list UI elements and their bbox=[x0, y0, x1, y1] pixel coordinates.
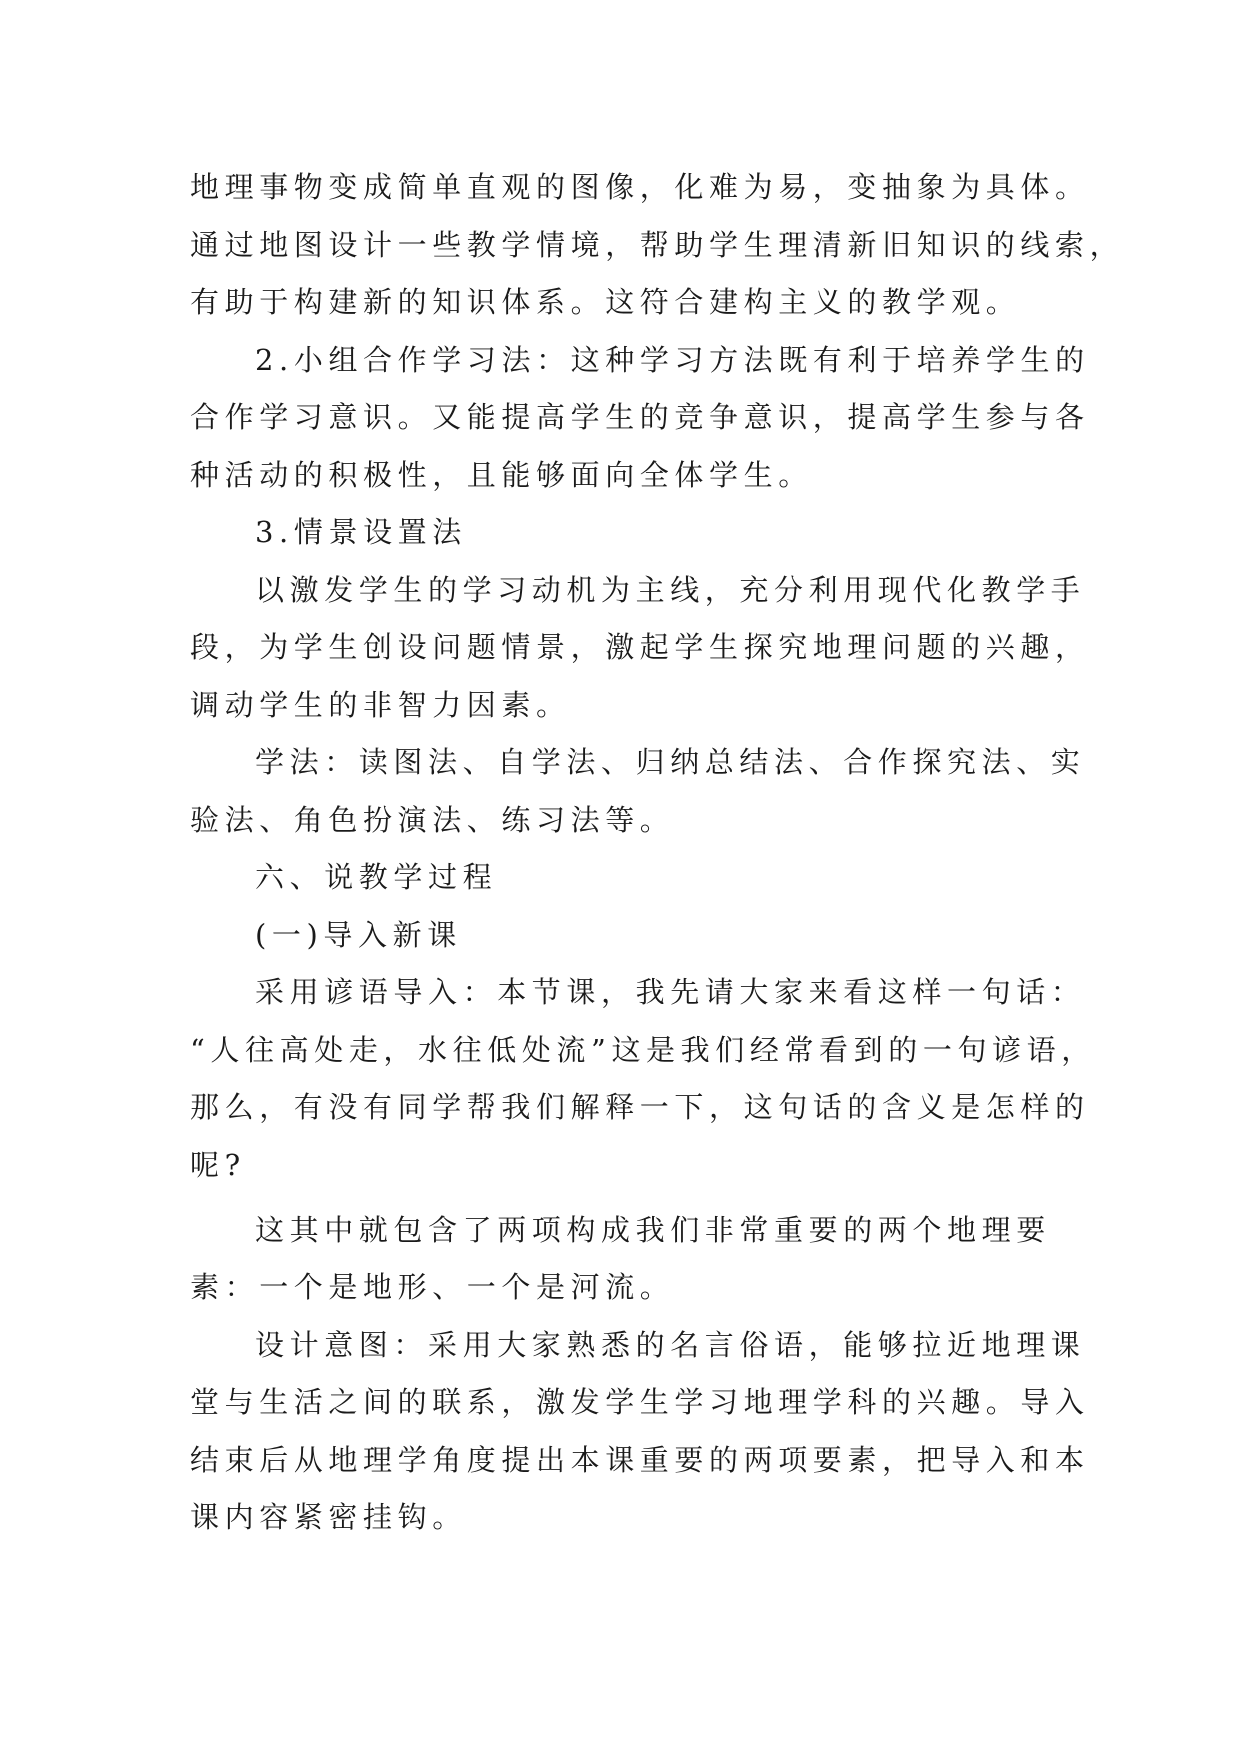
section-heading: 六、说教学过程 bbox=[255, 860, 498, 894]
text-line: 调动学生的非智力因素。 bbox=[190, 688, 571, 722]
text-line: “人往高处走，水往低处流”这是我们经常看到的一句谚语， bbox=[190, 1033, 1096, 1067]
text-line: 种活动的积极性，且能够面向全体学生。 bbox=[190, 458, 813, 492]
text-line: 以激发学生的学习动机为主线，充分利用现代化教学手 bbox=[255, 573, 1086, 607]
text-line: 设计意图：采用大家熟悉的名言俗语，能够拉近地理课 bbox=[255, 1328, 1086, 1362]
text-line: 采用谚语导入：本节课，我先请大家来看这样一句话： bbox=[255, 975, 1086, 1009]
text-line: 课内容紧密挂钩。 bbox=[190, 1500, 467, 1534]
text-line: 合作学习意识。又能提高学生的竞争意识，提高学生参与各 bbox=[190, 400, 1090, 434]
text-line: 呢? bbox=[190, 1148, 246, 1182]
section-heading: 3.情景设置法 bbox=[255, 515, 467, 549]
text-line: 2.小组合作学习法：这种学习方法既有利于培养学生的 bbox=[255, 343, 1090, 377]
text-line: 验法、角色扮演法、练习法等。 bbox=[190, 803, 675, 837]
text-line: 学法：读图法、自学法、归纳总结法、合作探究法、实 bbox=[255, 745, 1086, 779]
text-line: 结束后从地理学角度提出本课重要的两项要素，把导入和本 bbox=[190, 1443, 1090, 1477]
text-line: 地理事物变成简单直观的图像，化难为易，变抽象为具体。 bbox=[190, 170, 1090, 204]
section-heading: (一)导入新课 bbox=[255, 918, 462, 952]
text-line: 通过地图设计一些教学情境，帮助学生理清新旧知识的线索， bbox=[190, 228, 1125, 262]
text-line: 那么，有没有同学帮我们解释一下，这句话的含义是怎样的 bbox=[190, 1090, 1090, 1124]
text-line: 这其中就包含了两项构成我们非常重要的两个地理要 bbox=[255, 1213, 1051, 1247]
text-line: 有助于构建新的知识体系。这符合建构主义的教学观。 bbox=[190, 285, 1021, 319]
text-line: 段，为学生创设问题情景，激起学生探究地理问题的兴趣， bbox=[190, 630, 1090, 664]
text-line: 堂与生活之间的联系，激发学生学习地理学科的兴趣。导入 bbox=[190, 1385, 1090, 1419]
text-line: 素：一个是地形、一个是河流。 bbox=[190, 1270, 675, 1304]
